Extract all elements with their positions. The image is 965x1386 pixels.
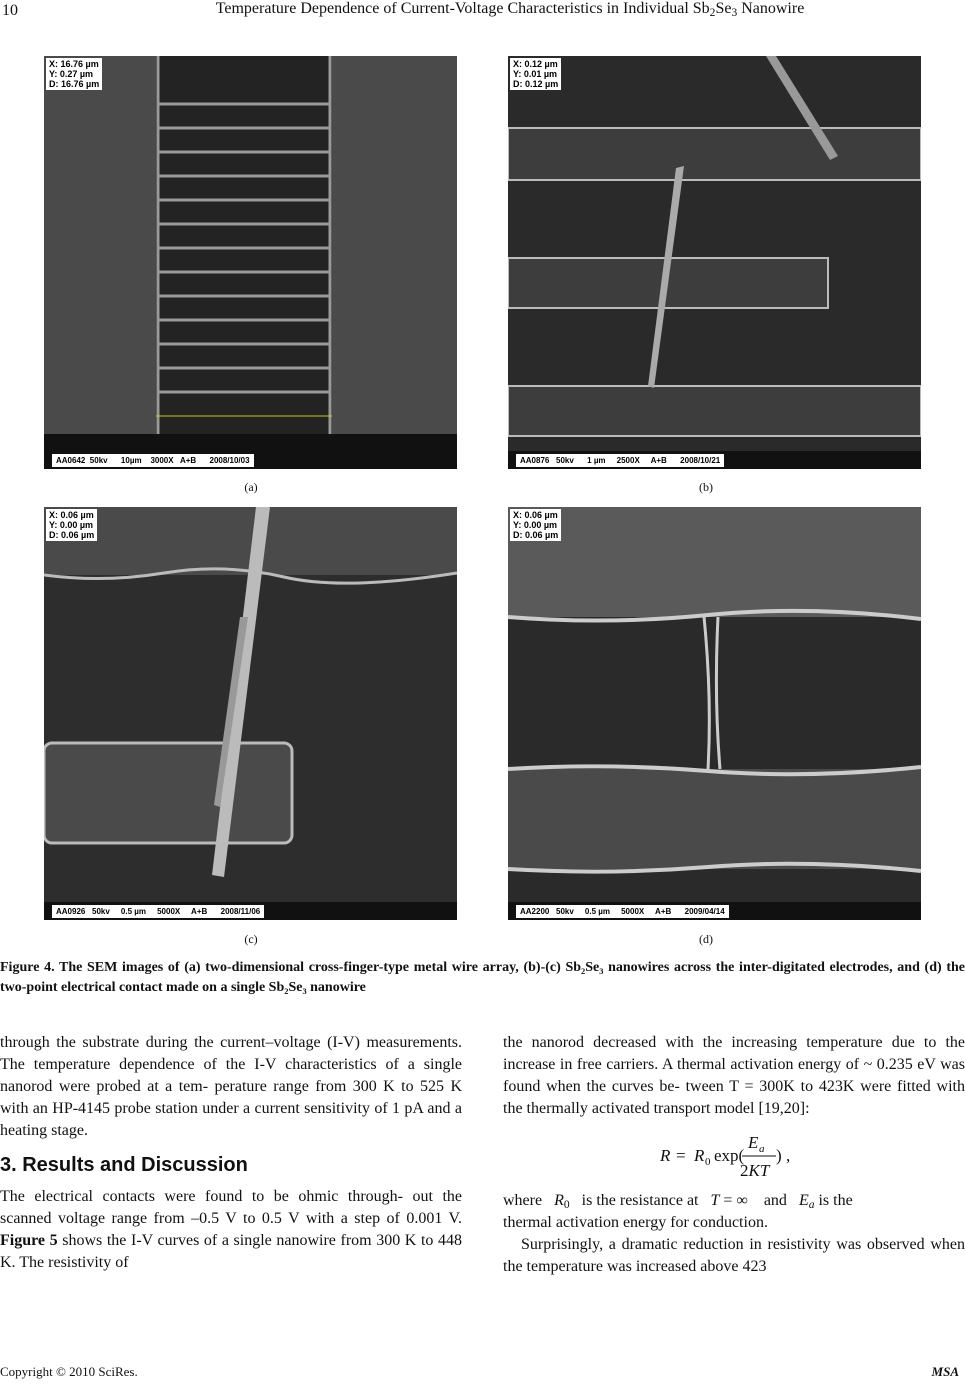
- paragraph: [0, 1186, 462, 1274]
- panel-label-b: (b): [699, 480, 713, 494]
- svg-text:=: =: [676, 1146, 686, 1165]
- running-title-part: Se: [715, 0, 732, 17]
- scale-bar-d: AA2200 50kv 0.5 µm 5000X A+B 2009/04/14: [516, 905, 729, 918]
- electrode-array-graphic: [44, 56, 457, 469]
- text-run: shows the I-V curves of a single nanowire from 300 K to 448 K. The resistivity of: [0, 1232, 463, 1271]
- paragraph: through the substrate during the current–voltage (I-V) measurements. The temperature dependence of the I-V characteristics of a single nanorod were probed at a tem- perature range from 300 K to 525 K with an HP-4145 probe station under a current sensitivity of 1 pA and a heating stage.: [0, 1034, 462, 1139]
- measure-y: Y: 0.27 µm: [49, 69, 94, 79]
- measure-x: X: 0.06 µm: [49, 510, 94, 520]
- copyright-notice: Copyright © 2010 SciRes.: [0, 1364, 138, 1379]
- journal-abbrev: MSA: [931, 1364, 959, 1379]
- measure-d: D: 0.06 µm: [513, 530, 559, 540]
- nanowire-c-graphic: [44, 507, 457, 920]
- text-run: and: [763, 1192, 787, 1209]
- running-title: [90, 0, 930, 18]
- where-line: where $R_0$ is the resistance at T = ∞ and $E_a$ is the: [503, 1192, 853, 1212]
- measurement-box-d: [510, 509, 561, 541]
- measurement-box-a: [46, 58, 102, 90]
- measure-y: Y: 0.00 µm: [49, 520, 94, 530]
- svg-text:,: ,: [786, 1146, 791, 1165]
- text-run: is the resistance at: [581, 1192, 699, 1209]
- left-column: [0, 1032, 462, 1274]
- text-run: is the: [818, 1192, 853, 1209]
- svg-text:2KT: 2KT: [740, 1161, 770, 1180]
- scale-bar-c: AA0926 50kv 0.5 µm 5000X A+B 2008/11/06: [52, 905, 264, 918]
- sem-image-a: [44, 56, 457, 469]
- text-run: The electrical contacts were found to be ohmic through- out the scanned voltage range from –0.5 V to 0.5 V with a step of 0.001 V.: [0, 1188, 462, 1227]
- paragraph: Surprisingly, a dramatic reduction in resistivity was observed when the temperature was increased above 423: [503, 1236, 965, 1275]
- running-title-part: Temperature Dependence of Current-Voltage Characteristics in Individual Sb: [215, 0, 710, 17]
- paragraph: thermal activation energy for conduction.: [503, 1214, 768, 1231]
- scale-bar-a: AA0642 50kv 10µm 3000X A+B 2008/10/03: [52, 454, 254, 467]
- measure-y: Y: 0.00 µm: [513, 520, 558, 530]
- measurement-box-b: [510, 58, 561, 90]
- nanowire-d-graphic: [508, 507, 921, 920]
- sem-image-b: [508, 56, 921, 469]
- panel-label-a: (a): [244, 480, 258, 494]
- running-title-sub: 2: [709, 7, 716, 20]
- measurement-box-c: [46, 509, 97, 541]
- measure-x: X: 0.06 µm: [513, 510, 558, 520]
- panel-label-d: (d): [699, 932, 713, 946]
- text-run: where: [503, 1192, 543, 1209]
- section-heading: 3. Results and Discussion: [0, 1154, 248, 1176]
- svg-text:E: E: [748, 1133, 759, 1152]
- svg-text:exp(: exp(: [714, 1146, 745, 1165]
- page-number: 10: [2, 2, 18, 19]
- panel-label-c: (c): [244, 932, 258, 946]
- svg-text:R: R: [660, 1146, 671, 1165]
- measure-d: D: 0.12 µm: [513, 79, 559, 89]
- running-title-part: Nanowire: [737, 0, 805, 17]
- right-column: [503, 1032, 965, 1278]
- figure-caption: Figure 4. The SEM images of (a) two-dimensional cross-finger-type metal wire array, (b)-(c) Sb₂Se₃ nanowires across the inter-digitated electrodes, and (d) the two-point electrical contact made on a single Sb₂Se₃ nanowire: [0, 960, 965, 995]
- measure-x: X: 16.76 µm: [49, 59, 99, 69]
- figure-reference: Figure 5: [0, 1232, 58, 1249]
- running-title-sub: 3: [731, 7, 738, 20]
- measure-d: D: 16.76 µm: [49, 79, 100, 89]
- svg-text:0: 0: [705, 1156, 711, 1168]
- measure-x: X: 0.12 µm: [513, 59, 558, 69]
- paragraph: the nanorod decreased with the increasing temperature due to the increase in free carriers. A thermal activation energy of ~ 0.235 eV was found when the curves be- tween T = 300K to 423K were fitted with the thermally activated transport model [19,20]:: [503, 1034, 965, 1117]
- measure-d: D: 0.06 µm: [49, 530, 95, 540]
- measure-y: Y: 0.01 µm: [513, 69, 558, 79]
- svg-text:a: a: [759, 1143, 765, 1155]
- equation-graphic: [634, 1128, 834, 1182]
- sem-image-c: [44, 507, 457, 920]
- arrhenius-equation: [503, 1128, 965, 1182]
- nanowire-b-graphic: [508, 56, 921, 469]
- sem-image-d: [508, 507, 921, 920]
- scale-bar-b: AA0876 50kv 1 µm 2500X A+B 2008/10/21: [516, 454, 724, 467]
- svg-text:R: R: [694, 1146, 705, 1165]
- svg-text:): ): [776, 1146, 782, 1165]
